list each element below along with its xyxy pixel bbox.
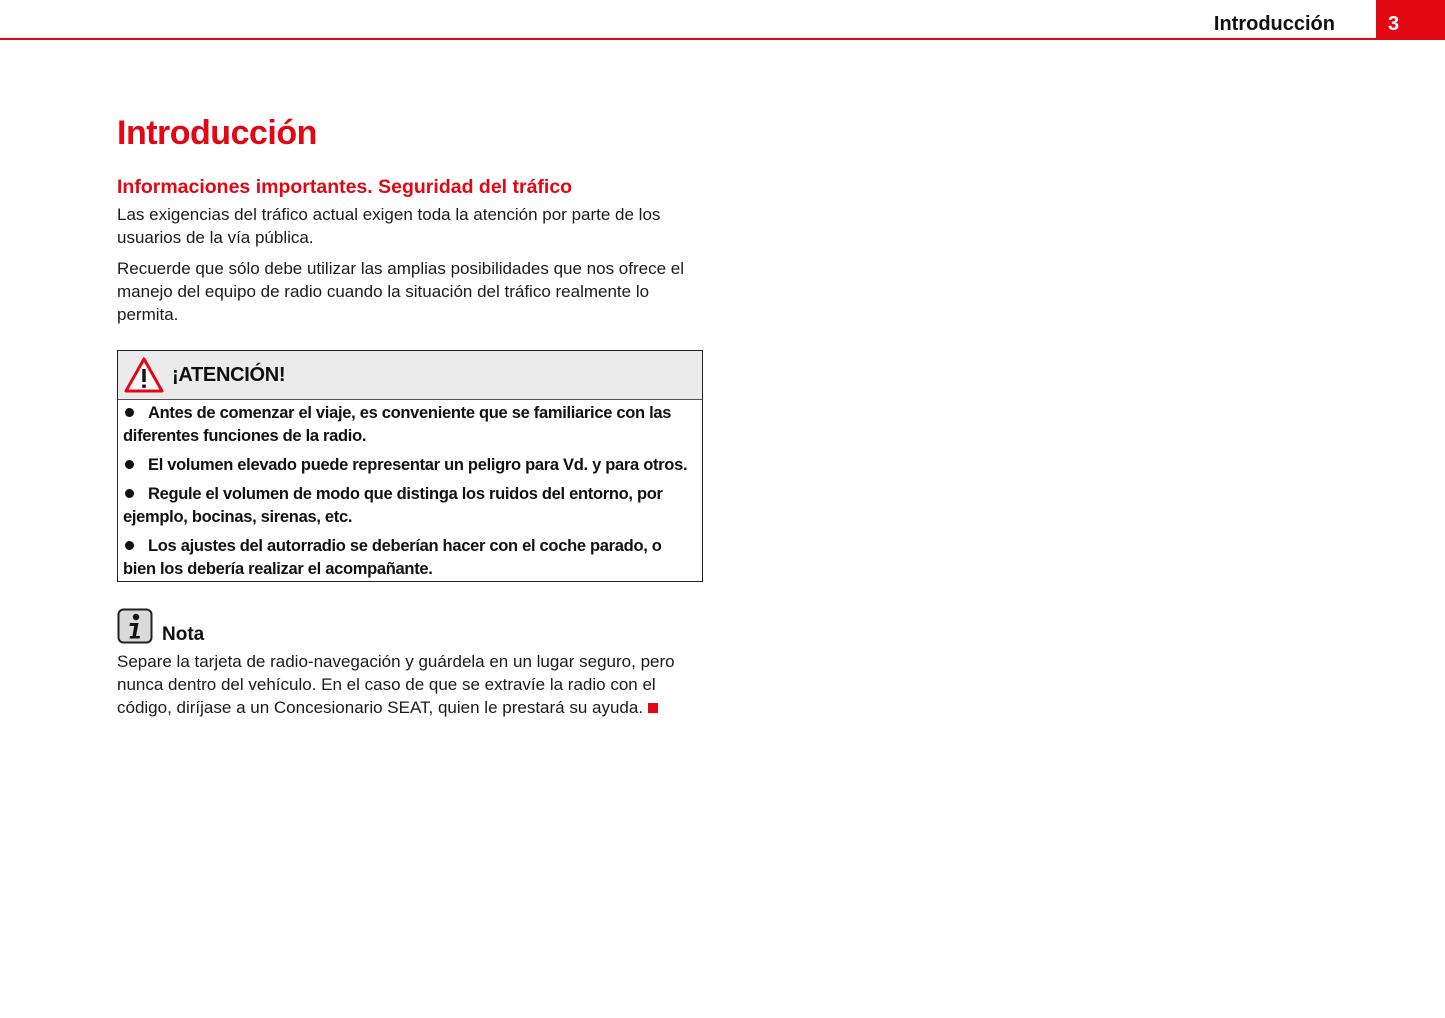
warning-box bbox=[117, 350, 703, 582]
main-content bbox=[117, 112, 703, 719]
bullet-icon bbox=[125, 408, 134, 417]
note-text-content: Separe la tarjeta de radio-navegación y guárdela en un lugar seguro, pero nunca dentro del vehículo. En el caso de que se extravíe la radio con el código, diríjase a un Concesionario SEAT, quien le prestará su ayuda. bbox=[117, 652, 675, 717]
page-number: 3 bbox=[1388, 13, 1400, 35]
warning-item-text: El volumen elevado puede representar un peligro para Vd. y para otros. bbox=[148, 456, 688, 474]
note-title: Nota bbox=[162, 624, 205, 645]
warning-item-text: Antes de comenzar el viaje, es conveniente que se familiarice con las diferentes funciones de la radio. bbox=[123, 404, 672, 445]
bullet-icon bbox=[125, 489, 134, 498]
section-title: Informaciones importantes. Seguridad del tráfico bbox=[117, 176, 573, 198]
note-header bbox=[117, 606, 703, 644]
paragraph: Las exigencias del tráfico actual exigen toda la atención por parte de los usuarios de la vía pública. bbox=[117, 205, 661, 247]
warning-triangle-icon bbox=[124, 357, 164, 393]
warning-item bbox=[123, 535, 697, 581]
end-of-section-icon bbox=[648, 703, 658, 713]
page-number-box bbox=[1376, 0, 1445, 40]
chapter-title: Introducción bbox=[117, 114, 317, 152]
bullet-icon bbox=[125, 541, 134, 550]
warning-item-text: Regule el volumen de modo que distinga los ruidos del entorno, por ejemplo, bocinas, sirenas, etc. bbox=[123, 485, 663, 526]
warning-item bbox=[123, 402, 697, 448]
paragraph: Recuerde que sólo debe utilizar las amplias posibilidades que nos ofrece el manejo del equipo de radio cuando la situación del tráfico realmente lo permita. bbox=[117, 259, 685, 324]
warning-item bbox=[123, 454, 697, 477]
warning-header bbox=[118, 351, 702, 400]
warning-item-text: Los ajustes del autorradio se deberían hacer con el coche parado, o bien los debería realizar el acompañante. bbox=[123, 537, 662, 578]
bullet-icon bbox=[125, 460, 134, 469]
header-rule bbox=[0, 38, 1445, 40]
running-header-title: Introducción bbox=[1213, 13, 1335, 35]
warning-item bbox=[123, 483, 697, 529]
note-block bbox=[117, 606, 703, 719]
info-icon bbox=[117, 608, 153, 644]
warning-title: ¡ATENCIÓN! bbox=[172, 363, 286, 386]
warning-list bbox=[118, 400, 702, 581]
note-text bbox=[117, 650, 703, 719]
